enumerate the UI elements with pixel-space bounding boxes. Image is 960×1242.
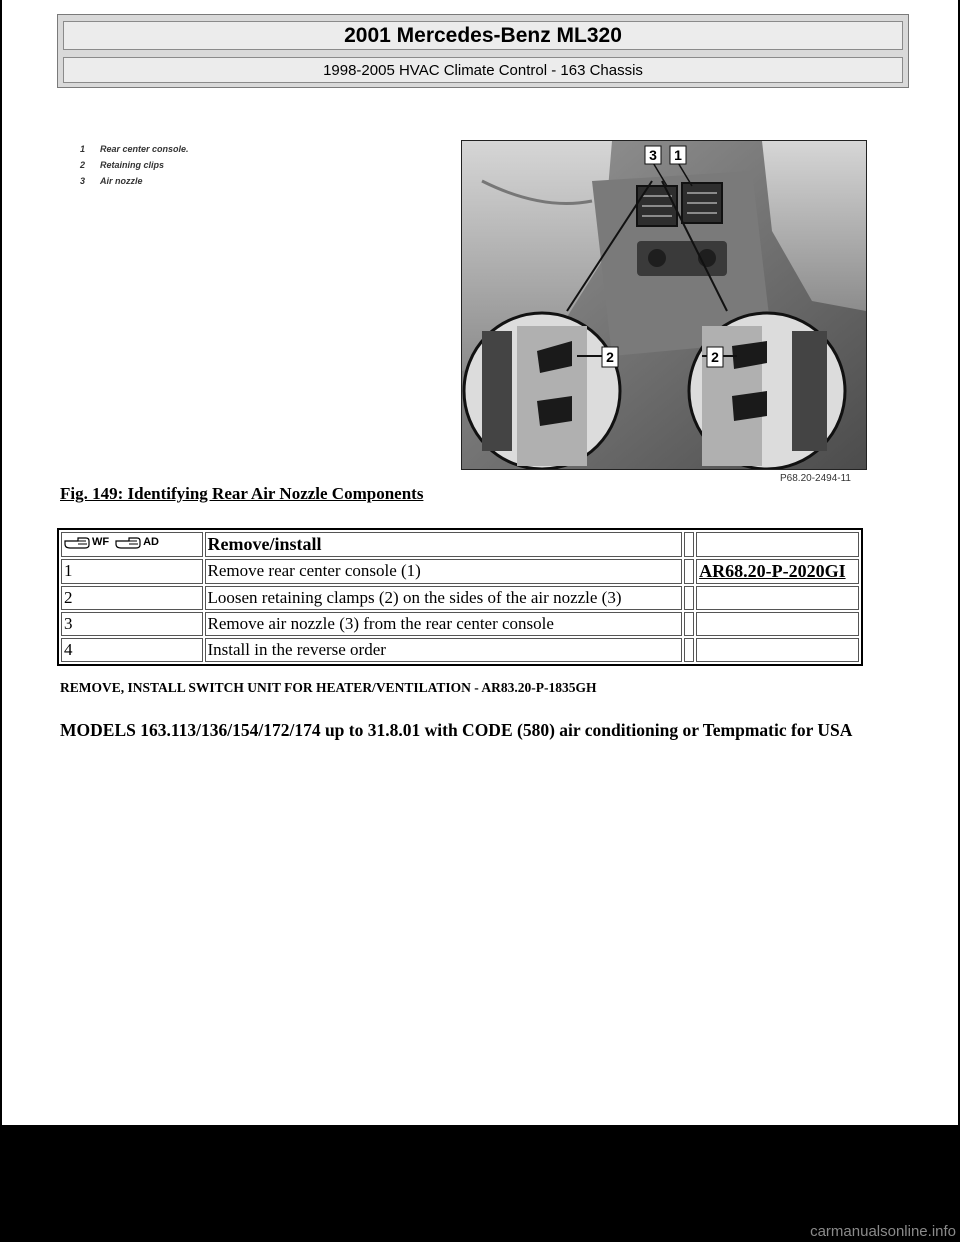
photo-callout: 2 <box>606 349 614 365</box>
pointing-hand-icon <box>64 535 109 549</box>
step-number: 2 <box>61 586 203 610</box>
step-reference <box>696 612 859 636</box>
photo-callout: 1 <box>674 147 682 163</box>
table-header-title: Remove/install <box>205 532 683 557</box>
photo-code: P68.20-2494-11 <box>780 473 851 484</box>
step-text: Loosen retaining clamps (2) on the sides of the air nozzle (3) <box>205 586 683 610</box>
step-reference <box>696 586 859 610</box>
legend-label: Air nozzle <box>100 176 143 186</box>
table-header-row <box>61 532 859 557</box>
rear-console-photo <box>461 140 867 470</box>
step-text: Remove rear center console (1) <box>205 559 683 584</box>
table-cell <box>684 612 694 636</box>
table-row <box>61 559 859 584</box>
legend-item <box>80 173 280 189</box>
models-heading: MODELS 163.113/136/154/172/174 up to 31.8.01 with CODE (580) air conditioning or Tempmatic for USA <box>60 720 853 740</box>
footer-url[interactable]: carmanualsonline.info <box>810 1223 956 1240</box>
photo-illustration <box>462 141 866 469</box>
icon-cell <box>61 532 203 557</box>
legend-number: 3 <box>80 176 86 186</box>
legend-item <box>80 157 280 173</box>
legend-item <box>80 141 280 157</box>
step-reference[interactable] <box>696 559 859 584</box>
table-cell <box>684 532 694 557</box>
table-cell <box>684 586 694 610</box>
figure-legend <box>80 141 280 189</box>
photo-callout: 2 <box>711 349 719 365</box>
step-number: 4 <box>61 638 203 662</box>
icon-label: AD <box>143 536 159 548</box>
table-row <box>61 586 859 610</box>
legend-label: Rear center console. <box>100 144 189 154</box>
table-cell <box>684 638 694 662</box>
header-subtitle: 1998-2005 HVAC Climate Control - 163 Chassis <box>63 57 903 83</box>
step-text: Remove air nozzle (3) from the rear center console <box>205 612 683 636</box>
photo-callout: 3 <box>649 147 657 163</box>
figure-caption: Fig. 149: Identifying Rear Air Nozzle Components <box>60 484 424 503</box>
page-header <box>57 14 909 88</box>
table-row <box>61 612 859 636</box>
step-number: 1 <box>61 559 203 584</box>
page-border-left <box>0 0 2 1125</box>
legend-label: Retaining clips <box>100 160 165 170</box>
procedure-table <box>57 528 863 666</box>
header-title: 2001 Mercedes-Benz ML320 <box>63 21 903 50</box>
icon-label: WF <box>92 536 110 548</box>
table-row <box>61 638 859 662</box>
step-text: Install in the reverse order <box>205 638 683 662</box>
reference-link[interactable]: AR68.20-P-2020GI <box>699 561 846 581</box>
section-heading: REMOVE, INSTALL SWITCH UNIT FOR HEATER/VENTILATION - AR83.20-P-1835GH <box>60 680 597 695</box>
pointing-hand-icon <box>115 535 159 549</box>
footer-bar <box>0 1125 960 1242</box>
step-number: 3 <box>61 612 203 636</box>
table-cell <box>696 532 859 557</box>
legend-number: 2 <box>80 160 86 170</box>
table-cell <box>684 559 694 584</box>
step-reference <box>696 638 859 662</box>
legend-number: 1 <box>80 144 86 154</box>
